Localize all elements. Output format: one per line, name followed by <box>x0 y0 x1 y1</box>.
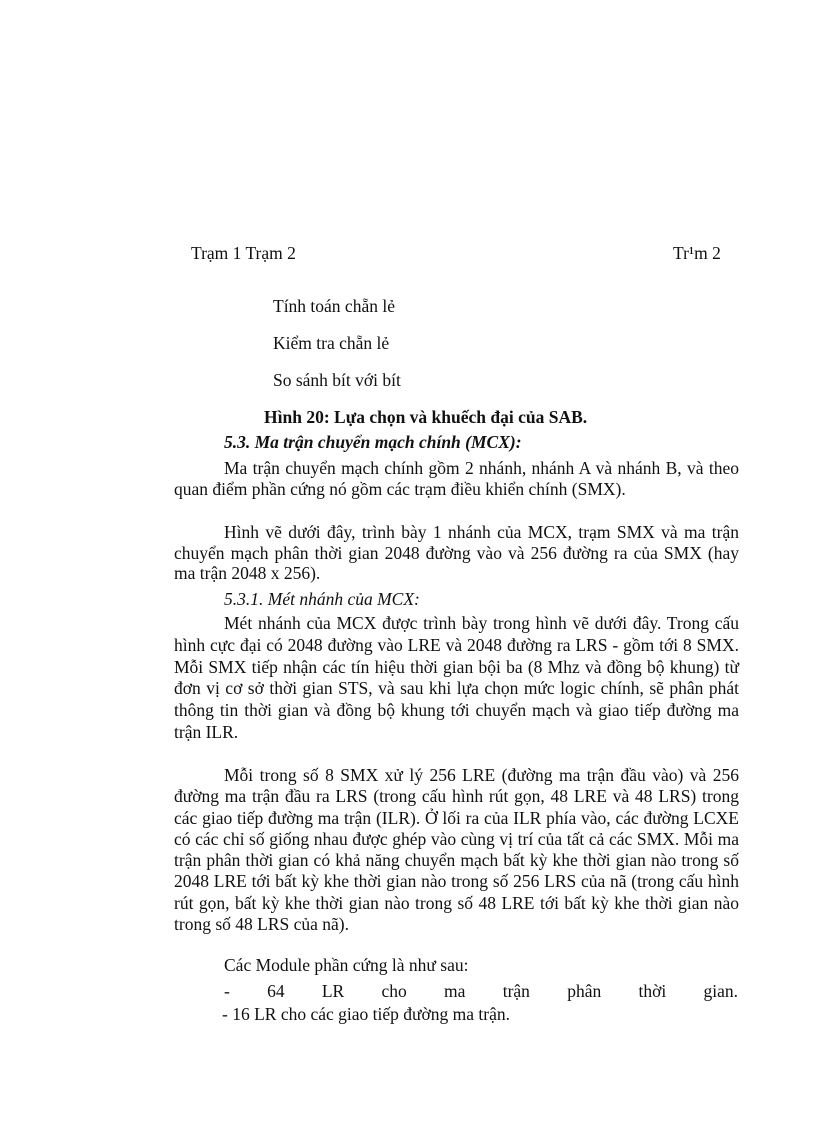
paragraph-1 <box>174 458 739 499</box>
figure-caption: Hình 20: Lựa chọn và khuếch đại của SAB. <box>264 407 588 427</box>
station-labels-left: Trạm 1 Trạm 2 <box>191 243 296 263</box>
diagram-label-parity-check: Kiểm tra chẵn lẻ <box>273 333 390 353</box>
paragraph-4 <box>174 765 739 935</box>
diagram-label-bit-compare: So sánh bít với bít <box>273 370 401 390</box>
paragraph-4-text: Mỗi trong số 8 SMX xử lý 256 LRE (đường ma trận đầu vào) và 256 đường ma trận đầu ra LRS (trong cấu hình rút gọn, 48 LRE và 48 LRS) trong các giao tiếp đường ma trận (ILR). Ở lối ra của ILR phía vào, các đường LCXE có các chỉ số giống nhau được ghép vào cùng vị trí của tất cả các SMX. Mỗi ma trận phân thời gian có khả năng chuyển mạch bất kỳ khe thời gian nào trong số 2048 LRE tới bất kỳ khe thời gian nào trong số 256 LRS của nã (trong cấu hình rút gọn, bất kỳ khe thời gian nào trong số 48 LRE tới bất kỳ khe thời gian nào trong số 48 LRS của nã). <box>174 765 739 935</box>
section-heading: 5.3. Ma trận chuyển mạch chính (MCX): <box>224 432 522 452</box>
paragraph-2 <box>174 522 739 584</box>
list-item-1-word: - <box>224 981 230 1001</box>
paragraph-3 <box>174 613 739 744</box>
paragraph-3-text: Mét nhánh của MCX được trình bày trong hình vẽ dưới đây. Trong cấu hình cực đại có 2048 đường vào LRE và 2048 đường ra LRS - gồm tới 8 SMX. Mỗi SMX tiếp nhận các tín hiệu thời gian bội ba (8 Mhz và đồng bộ khung) từ đơn vị cơ sở thời gian STS, và sau khi lựa chọn mức logic chính, sẽ phân phát thông tin thời gian và đồng bộ khung tới chuyển mạch và giao tiếp đường ma trận ILR. <box>174 613 739 742</box>
list-item-1-word: phân <box>567 981 602 1001</box>
list-item-2: - 16 LR cho các giao tiếp đường ma trận. <box>222 1004 510 1024</box>
sub-heading: 5.3.1. Mét nhánh của MCX: <box>224 589 420 609</box>
diagram-label-parity-compute: Tính toán chẵn lẻ <box>273 296 395 316</box>
list-item-1 <box>224 981 738 1001</box>
list-item-1-word: cho <box>381 981 407 1001</box>
station-label-right: Tr¹m 2 <box>673 243 721 263</box>
list-item-1-word: thời <box>638 981 667 1001</box>
list-item-1-word: ma <box>444 981 466 1001</box>
list-item-1-word: gian. <box>703 981 738 1001</box>
paragraph-5: Các Module phần cứng là như sau: <box>224 955 469 975</box>
list-item-1-word: LR <box>321 981 345 1001</box>
list-item-1-word: 64 <box>267 981 285 1001</box>
list-item-1-word: trận <box>502 981 530 1001</box>
paragraph-1-text: Ma trận chuyển mạch chính gồm 2 nhánh, nhánh A và nhánh B, và theo quan điểm phần cứng nó gồm các trạm điều khiển chính (SMX). <box>174 458 739 499</box>
paragraph-2-text: Hình vẽ dưới đây, trình bày 1 nhánh của MCX, trạm SMX và ma trận chuyển mạch phân thời gian 2048 đường vào và 256 đường ra của SMX (hay ma trận 2048 x 256). <box>174 522 739 583</box>
